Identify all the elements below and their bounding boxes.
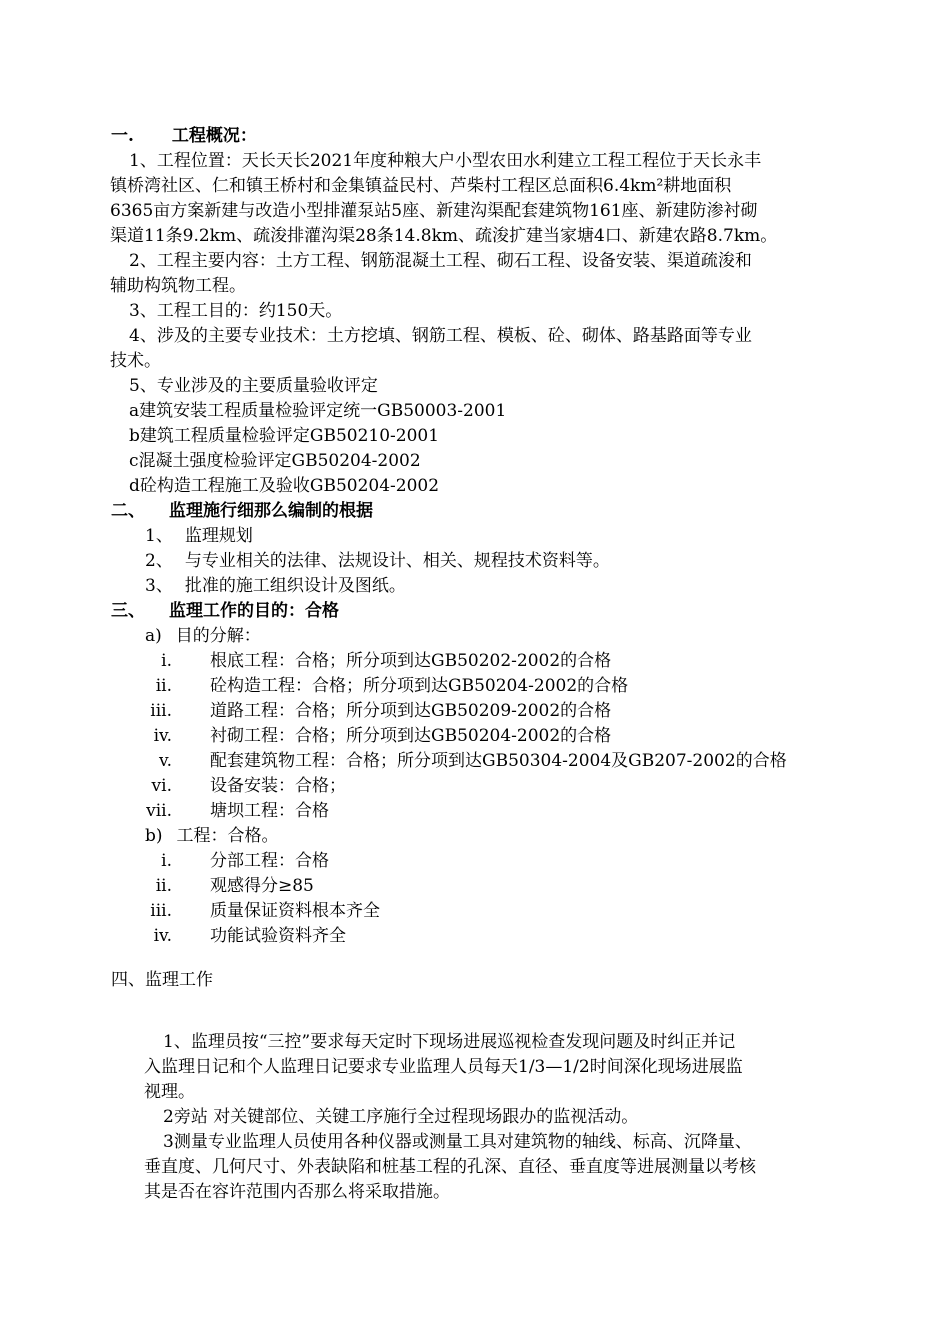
s1-p2-line-1: 2、工程主要内容：土方工程、钢筋混凝土工程、砌石工程、设备安装、渠道疏浚和 bbox=[129, 251, 752, 271]
section-3-heading bbox=[111, 599, 339, 624]
s1-p1-line-1: 1、工程位置：天长天长2021年度种粮大户小型农田水利建立工程工程位于天长永丰 bbox=[129, 151, 762, 171]
goal-b-heading bbox=[145, 824, 279, 849]
roman-numeral: ii. bbox=[155, 676, 172, 696]
s1-p1-line-2: 镇桥湾社区、仁和镇王桥村和金集镇益民村、芦柴村工程区总面积6.4km²耕地面积 bbox=[110, 176, 732, 196]
roman-numeral: iii. bbox=[150, 901, 172, 921]
goal-a-heading bbox=[145, 624, 261, 649]
s1-p1-line-4: 渠道11条9.2km、疏浚排灌沟渠28条14.8km、疏浚扩建当家塘4口、新建农路8.7km。 bbox=[110, 226, 778, 246]
basis-item-3 bbox=[145, 574, 406, 599]
roman-numeral: i. bbox=[161, 651, 172, 671]
goal-b-item-2 bbox=[130, 874, 314, 899]
basis-item-1 bbox=[145, 524, 253, 549]
s4-p1-line-1: 1、监理员按“三控”要求每天定时下现场进展巡视检查发现问题及时纠正并记 bbox=[163, 1032, 736, 1052]
section-2-number: 二、 bbox=[111, 501, 145, 521]
s4-p3-line-2: 垂直度、几何尺寸、外表缺陷和桩基工程的孔深、直径、垂直度等进展测量以考核 bbox=[144, 1157, 756, 1177]
s1-p1-line-3: 6365亩方案新建与改造小型排灌泵站5座、新建沟渠配套建筑物161座、新建防渗衬砌 bbox=[110, 201, 758, 221]
goal-b-text: 工程：合格。 bbox=[176, 826, 279, 846]
goal-a-item-1 bbox=[130, 649, 611, 674]
goal-item-text: 分部工程：合格 bbox=[210, 851, 329, 871]
basis-item-number: 2、 bbox=[145, 551, 173, 571]
basis-item-text: 监理规划 bbox=[184, 526, 253, 546]
s4-p2: 2旁站 对关键部位、关键工序施行全过程现场跟办的监视活动。 bbox=[163, 1107, 639, 1127]
basis-item-number: 3、 bbox=[145, 576, 173, 596]
goal-a-item-4 bbox=[130, 724, 611, 749]
goal-item-text: 塘坝工程：合格 bbox=[210, 801, 329, 821]
s1-p5: 5、专业涉及的主要质量验收评定 bbox=[129, 376, 378, 396]
section-1-heading bbox=[111, 124, 257, 149]
section-3-title: 监理工作的目的：合格 bbox=[169, 601, 339, 621]
s4-p3-line-3: 其是否在容许范围内否那么将采取措施。 bbox=[144, 1182, 450, 1202]
s1-p3: 3、工程工目的：约150天。 bbox=[129, 301, 343, 321]
goal-a-item-6 bbox=[130, 774, 346, 799]
basis-item-2 bbox=[145, 549, 610, 574]
s1-p2-line-2: 辅助构筑物工程。 bbox=[110, 276, 246, 296]
s1-p4-line-1: 4、涉及的主要专业技术：土方挖填、钢筋工程、模板、砼、砌体、路基路面等专业 bbox=[129, 326, 752, 346]
goal-item-text: 道路工程：合格；所分项到达GB50209-2002的合格 bbox=[210, 701, 612, 721]
goal-item-text: 功能试验资料齐全 bbox=[210, 926, 346, 946]
roman-numeral: vi. bbox=[151, 776, 172, 796]
goal-item-text: 砼构造工程：合格；所分项到达GB50204-2002的合格 bbox=[210, 676, 629, 696]
goal-a-label: a) bbox=[145, 626, 162, 646]
roman-numeral: i. bbox=[161, 851, 172, 871]
goal-a-item-7 bbox=[130, 799, 329, 824]
s4-p1-line-3: 视理。 bbox=[144, 1082, 195, 1102]
section-3-number: 三、 bbox=[111, 601, 145, 621]
goal-b-label: b) bbox=[145, 826, 163, 846]
roman-numeral: v. bbox=[159, 751, 172, 771]
roman-numeral: iv. bbox=[153, 926, 172, 946]
goal-item-text: 根底工程：合格；所分项到达GB50202-2002的合格 bbox=[210, 651, 612, 671]
goal-item-text: 设备安装：合格； bbox=[210, 776, 346, 796]
goal-a-text: 目的分解： bbox=[175, 626, 261, 646]
section-4-title: 四、监理工作 bbox=[111, 970, 213, 990]
section-2-title: 监理施行细那么编制的根据 bbox=[169, 501, 373, 521]
s1-p4-line-2: 技术。 bbox=[110, 351, 161, 371]
goal-b-item-4 bbox=[130, 924, 346, 949]
section-2-heading bbox=[111, 499, 373, 524]
goal-b-item-3 bbox=[130, 899, 380, 924]
standard-item-b: b建筑工程质量检验评定GB50210-2001 bbox=[129, 426, 440, 446]
basis-item-number: 1、 bbox=[145, 526, 173, 546]
goal-a-item-5 bbox=[130, 749, 787, 774]
s4-p1-line-2: 入监理日记和个人监理日记要求专业监理人员每天1/3—1/2时间深化现场进展监 bbox=[144, 1057, 743, 1077]
basis-item-text: 批准的施工组织设计及图纸。 bbox=[184, 576, 406, 596]
goal-item-text: 质量保证资料根本齐全 bbox=[210, 901, 380, 921]
roman-numeral: vii. bbox=[146, 801, 172, 821]
goal-item-text: 衬砌工程：合格；所分项到达GB50204-2002的合格 bbox=[210, 726, 612, 746]
roman-numeral: iv. bbox=[153, 726, 172, 746]
goal-a-item-2 bbox=[130, 674, 628, 699]
standard-item-c: c混凝土强度检验评定GB50204-2002 bbox=[129, 451, 421, 471]
s4-p3-line-1: 3测量专业监理人员使用各种仪器或测量工具对建筑物的轴线、标高、沉降量、 bbox=[163, 1132, 752, 1152]
goal-item-text: 配套建筑物工程：合格；所分项到达GB50304-2004及GB207-2002的合格 bbox=[210, 751, 787, 771]
goal-b-item-1 bbox=[130, 849, 329, 874]
goal-a-item-3 bbox=[130, 699, 611, 724]
section-1-number: 一. bbox=[111, 126, 134, 146]
section-1-title: 工程概况： bbox=[171, 126, 257, 146]
basis-item-text: 与专业相关的法律、法规设计、相关、规程技术资料等。 bbox=[184, 551, 610, 571]
goal-item-text: 观感得分≥85 bbox=[210, 876, 314, 896]
roman-numeral: iii. bbox=[150, 701, 172, 721]
standard-item-d: d砼构造工程施工及验收GB50204-2002 bbox=[129, 476, 440, 496]
roman-numeral: ii. bbox=[155, 876, 172, 896]
standard-item-a: a建筑安装工程质量检验评定统一GB50003-2001 bbox=[129, 401, 507, 421]
